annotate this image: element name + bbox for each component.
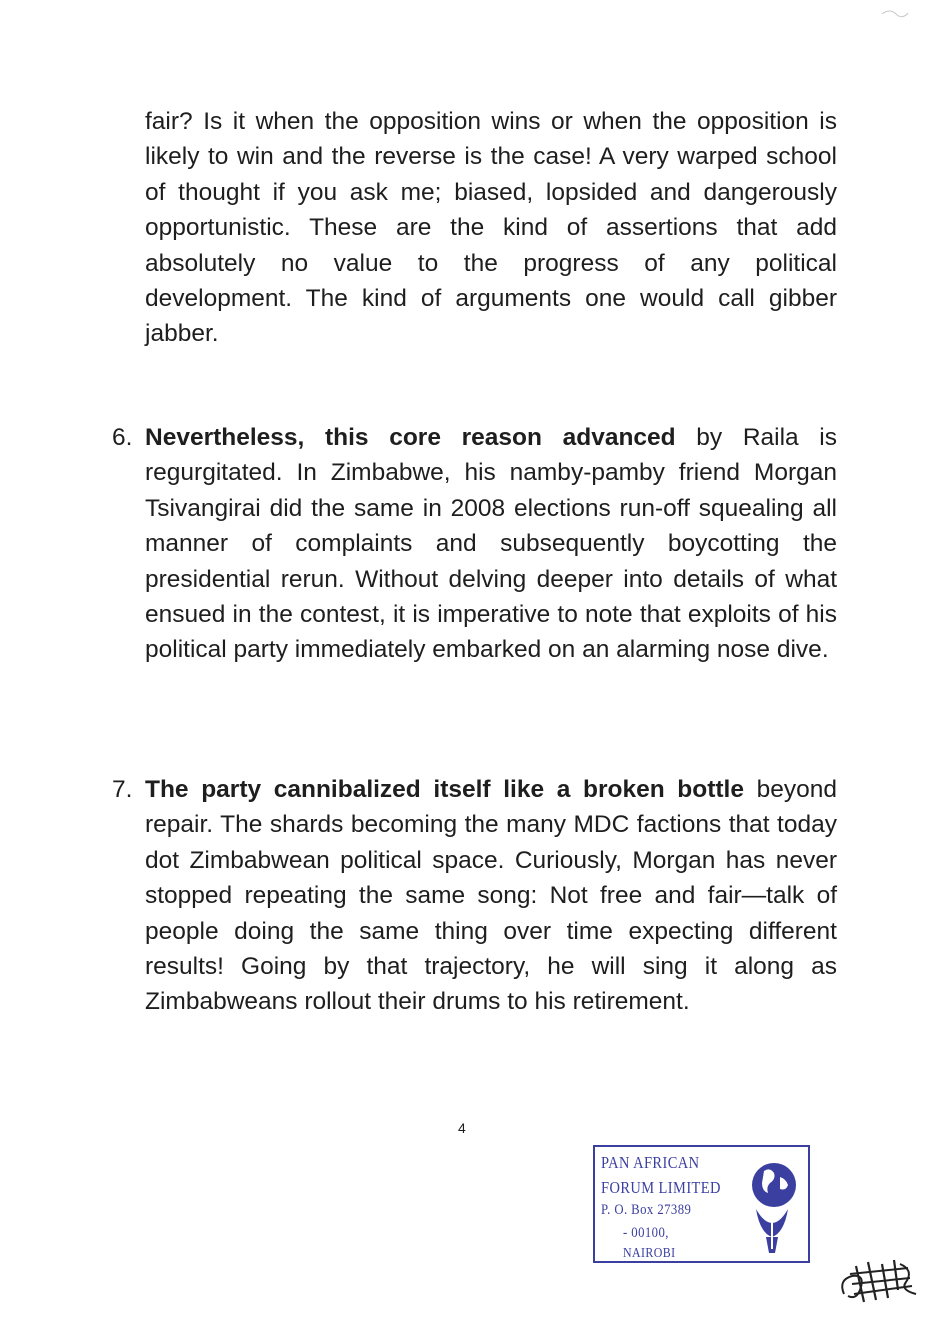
paragraph-body: beyond repair. The shards becoming the many MDC factions that today dot Zimbabwean political space. Curiously, Morgan has never stopped repeating the same song: Not free and fair—talk of people doing the same thing over time expecting different results! Going by that trajectory, he will sing it along as Zimbabweans rollout their drums to his retirement. (145, 776, 837, 1016)
corner-mark-icon (880, 6, 910, 21)
stamp-line-5: NAIROBI (623, 1246, 676, 1261)
stamp-line-1: PAN AFRICAN (601, 1153, 700, 1172)
company-stamp (593, 1145, 810, 1263)
continuation-paragraph: fair? Is it when the opposition wins or when the opposition is likely to win and the reverse is the case! A very warped school of thought if you ask me; biased, lopsided and dangerously opportunistic. These are the kind of assertions that add absolutely no value to the progress of any political development. The kind of arguments one would call gibber jabber. (145, 108, 837, 348)
numbered-paragraph (145, 772, 837, 1020)
item-number: 6. (112, 424, 133, 451)
signature-icon (838, 1250, 928, 1310)
globe-torch-icon (742, 1157, 802, 1257)
paragraph-bold-lead: The party cannibalized itself like a broken bottle (145, 776, 744, 803)
stamp-line-3: P. O. Box 27389 (601, 1202, 692, 1218)
numbered-paragraph (145, 420, 837, 668)
page-number: 4 (458, 1120, 466, 1136)
stamp-line-4: - 00100, (623, 1225, 669, 1241)
paragraph-bold-lead: Nevertheless, this core reason advanced (145, 424, 676, 451)
paragraph-body: by Raila is regurgitated. In Zimbabwe, his namby-pamby friend Morgan Tsivangirai did the same in 2008 elections run-off squealing all manner of complaints and subsequently boycotting the presidential rerun. Without delving deeper into details of what ensued in the contest, it is imperative to note that exploits of his political party immediately embarked on an alarming nose dive. (145, 424, 837, 664)
stamp-line-2: FORUM LIMITED (601, 1178, 721, 1197)
item-number: 7. (112, 776, 133, 803)
